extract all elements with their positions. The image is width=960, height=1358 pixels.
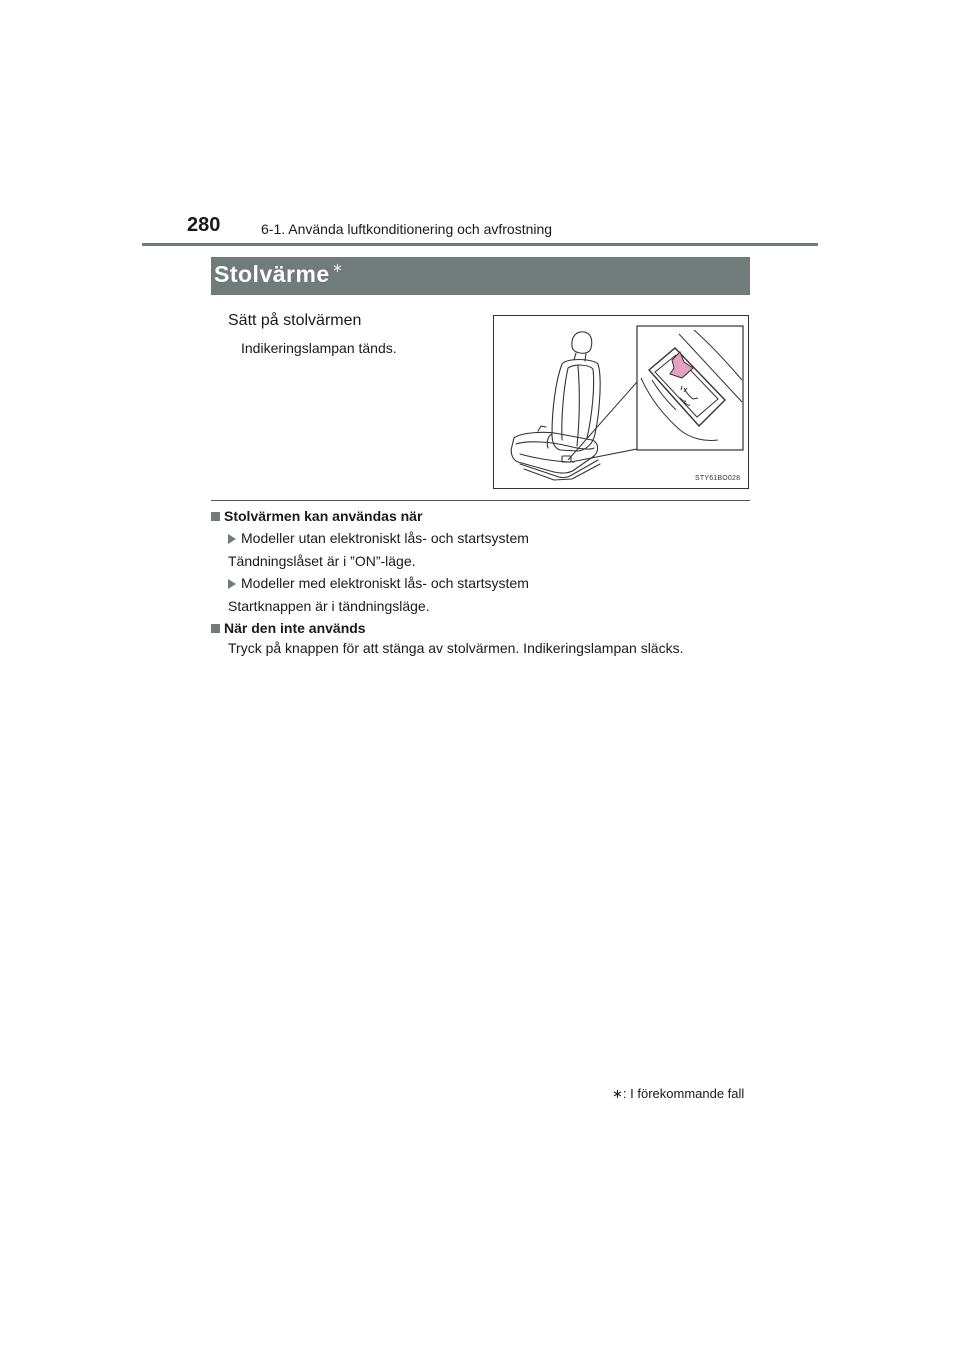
footnote-text: : I förekommande fall [622, 1086, 745, 1101]
chapter-title: 6-1. Använda luftkonditionering och avfrostning [261, 221, 553, 237]
condition-item-label: Modeller utan elektroniskt lås- och startsystem [228, 530, 529, 546]
condition-item-text: Tändningslåset är i ”ON”-läge. [228, 553, 416, 569]
seat-illustration-drawing [494, 316, 748, 488]
triangle-bullet-icon [228, 579, 236, 589]
header-rule [142, 243, 818, 246]
square-bullet-icon [211, 512, 220, 521]
figure-code: STY61BO028 [695, 475, 741, 482]
step-note: Indikeringslampan tänds. [241, 340, 397, 356]
condition-item-text: Startknappen är i tändningsläge. [228, 598, 430, 614]
section-title: Stolvärme [214, 261, 330, 287]
section-divider [211, 500, 750, 501]
section-footnote-mark: ∗ [332, 260, 343, 275]
not-in-use-heading: När den inte används [211, 620, 366, 636]
page-number: 280 [187, 214, 221, 236]
conditions-heading: Stolvärmen kan användas när [211, 508, 422, 524]
seat-heater-illustration [493, 315, 749, 489]
triangle-bullet-icon [228, 534, 236, 544]
callout-box [637, 326, 743, 450]
footnote [612, 1086, 744, 1102]
square-bullet-icon [211, 624, 220, 633]
step-heading: Sätt på stolvärmen [228, 312, 362, 329]
section-header [211, 257, 750, 295]
seat-icon [511, 332, 600, 480]
footnote-mark: ∗ [612, 1086, 623, 1101]
not-in-use-text: Tryck på knappen för att stänga av stolvärmen. Indikeringslampan släcks. [228, 640, 684, 656]
condition-item-label: Modeller med elektroniskt lås- och startsystem [228, 575, 529, 591]
